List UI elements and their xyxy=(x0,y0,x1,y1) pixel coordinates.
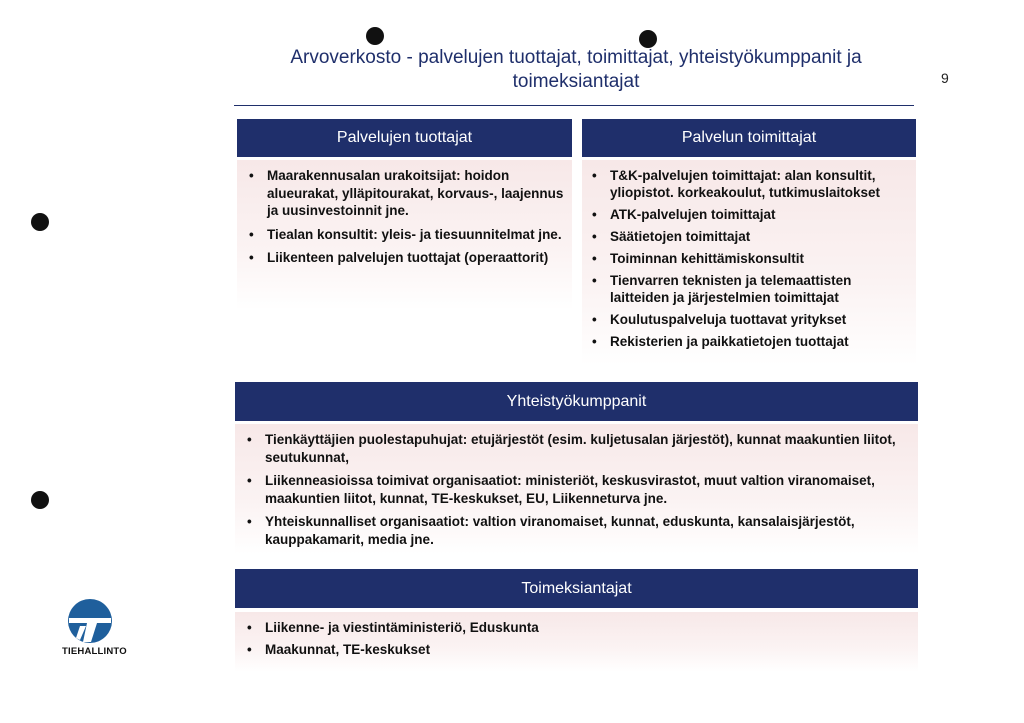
commissioners-panel xyxy=(235,612,918,672)
producers-header-label: Palvelujen tuottajat xyxy=(336,129,473,146)
tiehallinto-logo-icon xyxy=(67,598,113,644)
title-divider xyxy=(234,105,914,106)
list-item: • Maarakennusalan urakoitsijat: hoidon alueurakat, ylläpitourakat, korvaus-, laajennus ja uusinvestoinnit jne. xyxy=(241,167,564,220)
list-item: • Tienkäyttäjien puolestapuhujat: etujärjestöt (esim. kuljetusalan järjestöt), kunnat maakuntien liitot, seutukunnat, xyxy=(239,431,910,466)
list-item: • T&K-palvelujen toimittajat: alan konsultit, yliopistot. korkeakoulut, tutkimuslaitokset xyxy=(584,167,912,201)
list-item: • Maakunnat, TE-keskukset xyxy=(239,641,910,659)
suppliers-header-label: Palvelun toimittajat xyxy=(681,129,817,146)
partners-header xyxy=(235,382,918,421)
partners-panel xyxy=(235,424,918,554)
list-item: • Rekisterien ja paikkatietojen tuottajat xyxy=(584,333,912,350)
list-item: • Toiminnan kehittämiskonsultit xyxy=(584,250,912,267)
list-item: • Säätietojen toimittajat xyxy=(584,228,912,245)
suppliers-panel xyxy=(582,160,916,365)
page-title: Arvoverkosto - palvelujen tuottajat, toimittajat, yhteistyökumppanit ja toimeksiantajat xyxy=(290,47,862,92)
partners-list xyxy=(239,431,910,548)
producers-header xyxy=(237,119,572,157)
punch-hole-left-lower xyxy=(31,491,49,509)
list-item: • Yhteiskunnalliset organisaatiot: valtion viranomaiset, kunnat, eduskunta, kansalaisjärjestöt, kauppakamarit, media jne. xyxy=(239,513,910,548)
logo-text: TIEHALLINTO xyxy=(62,646,127,657)
list-item: • Liikenneasioissa toimivat organisaatiot: ministeriöt, keskusvirastot, muut valtion viranomaiset, maakuntien liitot, kunnat, TE-keskukset, EU, Liikenneturva jne. xyxy=(239,472,910,507)
punch-hole-left-upper xyxy=(31,213,49,231)
tiehallinto-logo xyxy=(62,598,127,657)
list-item: • Koulutuspalveluja tuottavat yritykset xyxy=(584,311,912,328)
list-item: • Tiealan konsultit: yleis- ja tiesuunnitelmat jne. xyxy=(241,226,564,244)
partners-header-label: Yhteistyökumppanit xyxy=(506,392,647,410)
list-item: • Tienvarren teknisten ja telemaattisten laitteiden ja järjestelmien toimittajat xyxy=(584,272,912,306)
commissioners-header-label: Toimeksiantajat xyxy=(521,579,632,597)
commissioners-header xyxy=(235,569,918,608)
commissioners-list xyxy=(239,619,910,658)
punch-hole-top-left xyxy=(366,27,384,45)
list-item: • ATK-palvelujen toimittajat xyxy=(584,206,912,223)
list-item: • Liikenne- ja viestintäministeriö, Eduskunta xyxy=(239,619,910,637)
suppliers-list xyxy=(584,167,912,350)
list-item: • Liikenteen palvelujen tuottajat (operaattorit) xyxy=(241,249,564,267)
producers-panel xyxy=(237,160,572,310)
producers-list xyxy=(241,167,564,267)
suppliers-header xyxy=(582,119,916,157)
page-number: 9 xyxy=(941,70,949,86)
